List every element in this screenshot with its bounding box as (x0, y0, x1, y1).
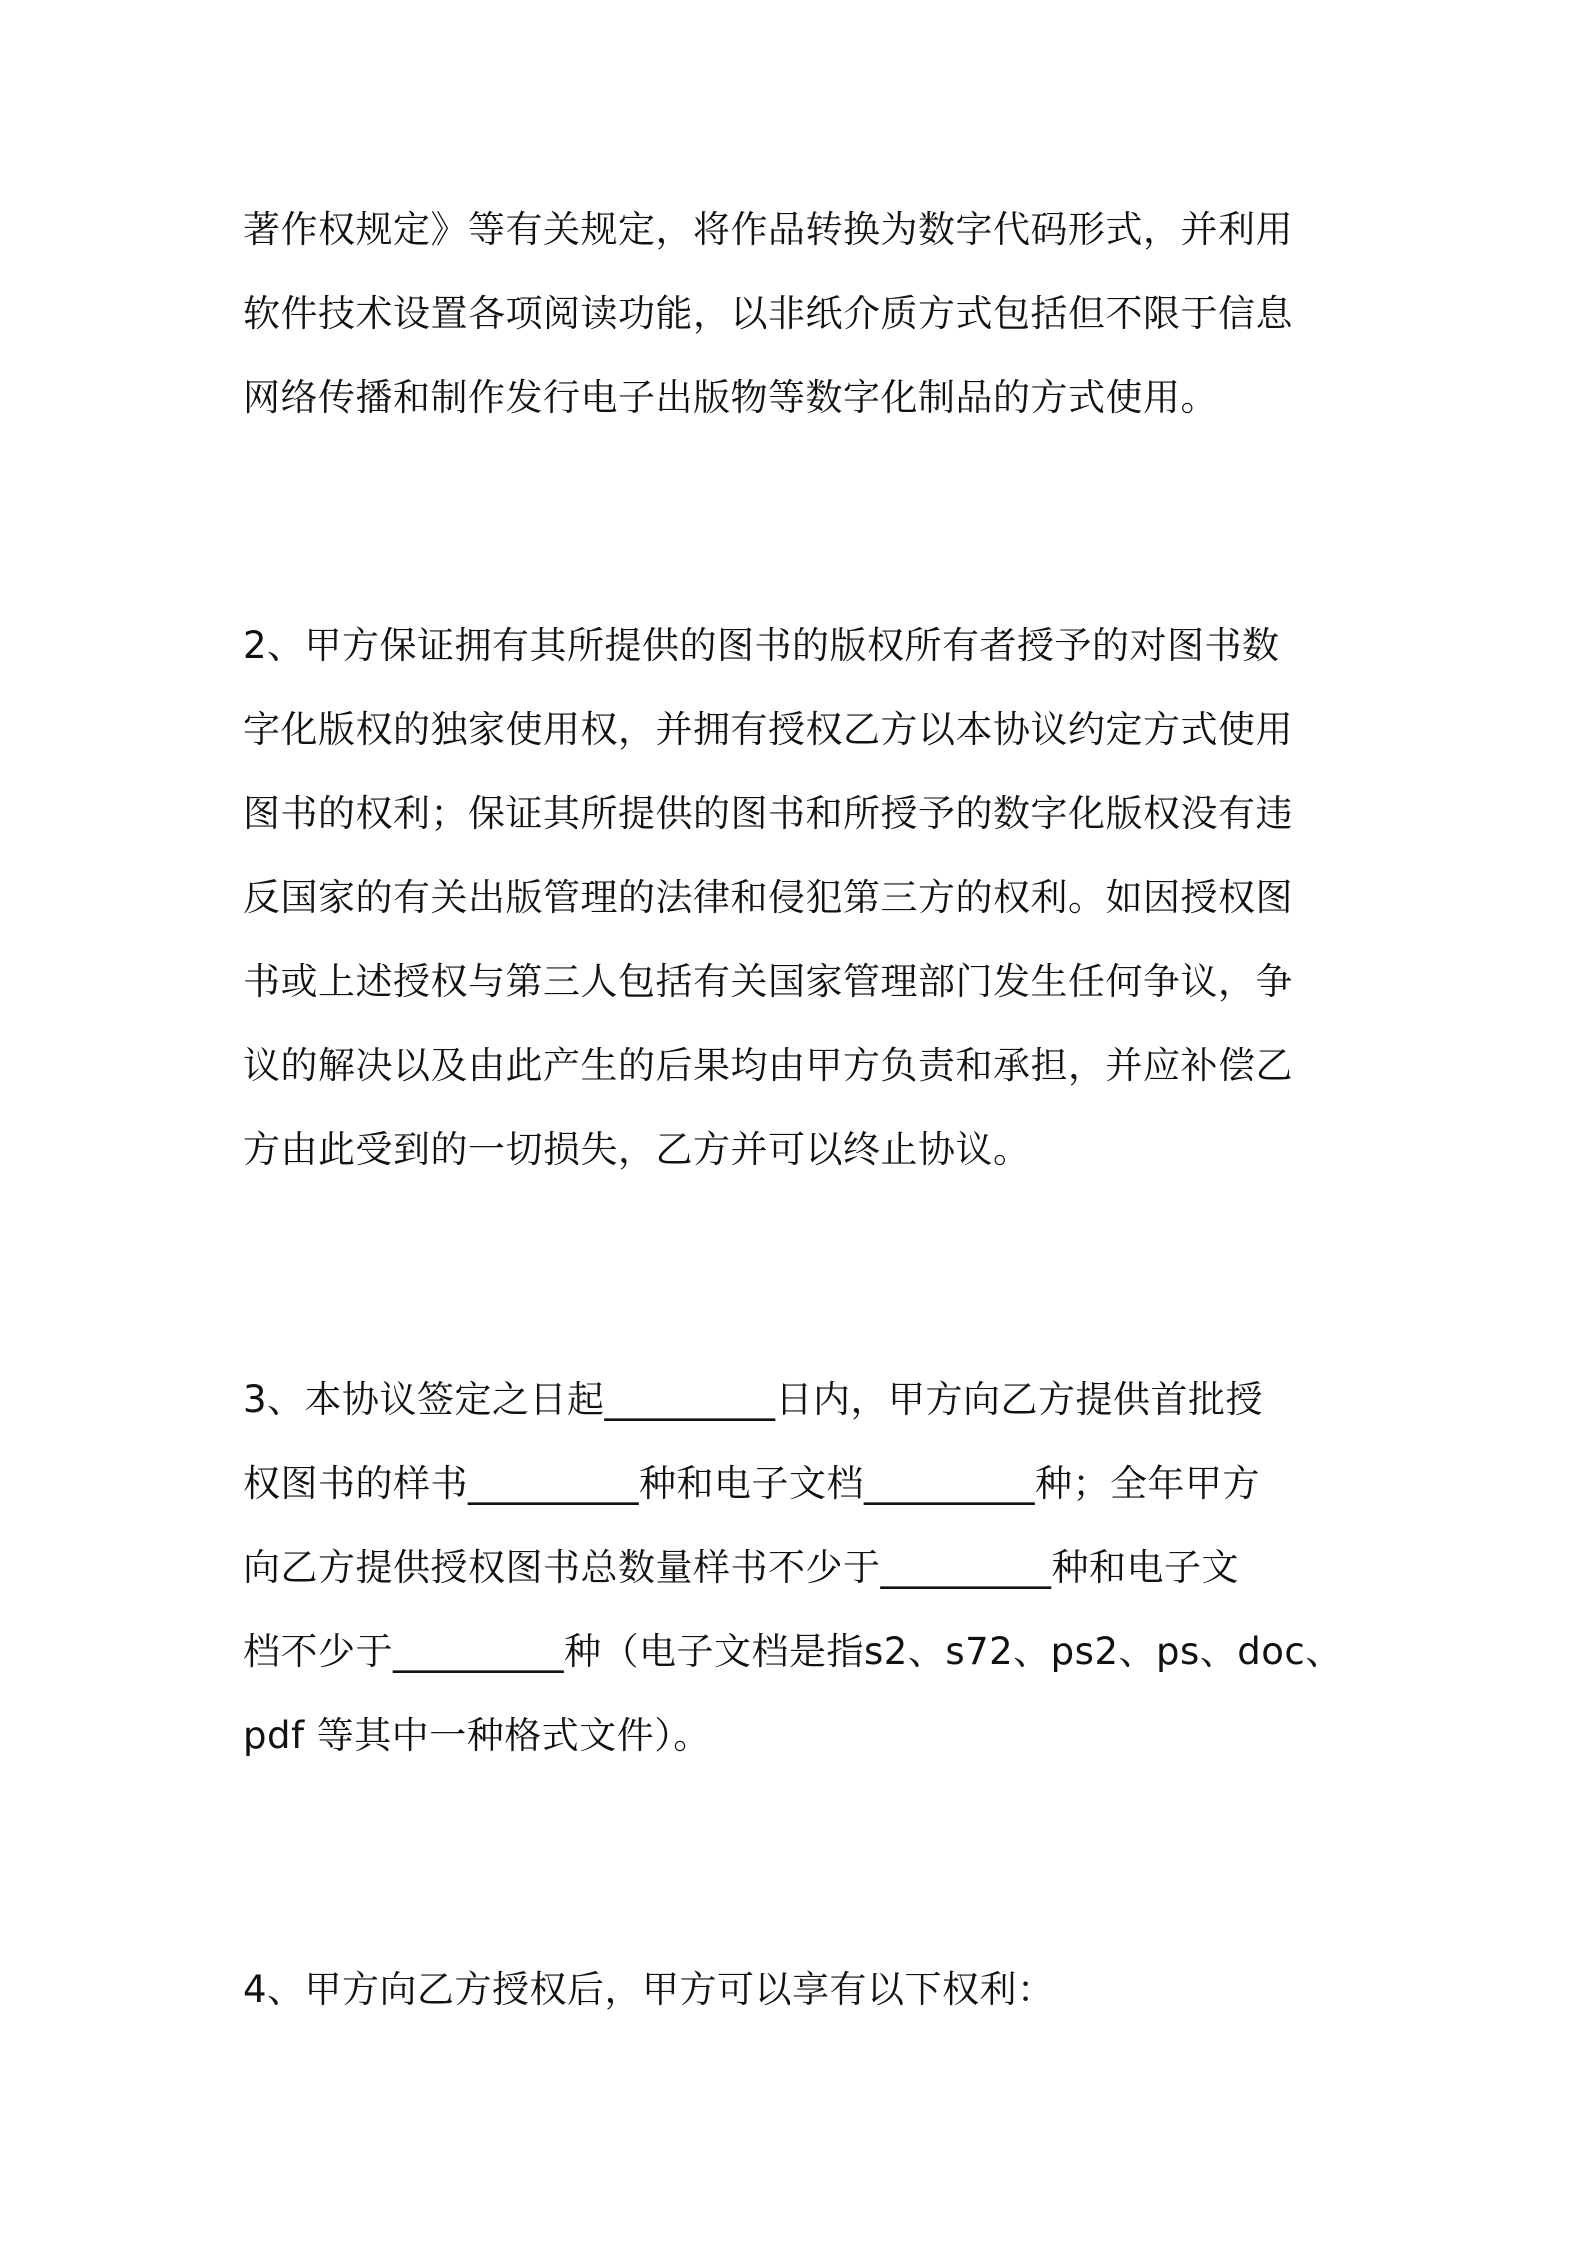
text-line: 字化版权的独家使用权，并拥有授权乙方以本协议约定方式使用 (243, 708, 1293, 751)
text-line: 权图书的样书_________种和电子文档_________种；全年甲方 (243, 1462, 1260, 1505)
text-line: 2、甲方保证拥有其所提供的图书的版权所有者授予的对图书数 (243, 624, 1280, 667)
paragraph-clause-4 (243, 1948, 1353, 2032)
text-line: 书或上述授权与第三人包括有关国家管理部门发生任何争议，争 (243, 960, 1293, 1003)
text-line: pdf 等其中一种格式文件）。 (243, 1714, 711, 1757)
text-line: 4、甲方向乙方授权后，甲方可以享有以下权利： (243, 1968, 1055, 2011)
text-line: 图书的权利；保证其所提供的图书和所授予的数字化版权没有违 (243, 792, 1293, 835)
text-line: 3、本协议签定之日起_________日内，甲方向乙方提供首批授 (243, 1378, 1264, 1421)
text-line: 网络传播和制作发行电子出版物等数字化制品的方式使用。 (243, 376, 1218, 419)
text-line: 反国家的有关出版管理的法律和侵犯第三方的权利。如因授权图 (243, 876, 1293, 919)
paragraph-copyright-usage (243, 188, 1353, 440)
text-line: 软件技术设置各项阅读功能，以非纸介质方式包括但不限于信息 (243, 292, 1293, 335)
text-line: 档不少于_________种（电子文档是指s2、s72、ps2、ps、doc、 (243, 1630, 1343, 1673)
text-line: 著作权规定》等有关规定，将作品转换为数字代码形式，并利用 (243, 208, 1293, 251)
text-line: 向乙方提供授权图书总数量样书不少于_________种和电子文 (243, 1546, 1239, 1589)
text-line: 议的解决以及由此产生的后果均由甲方负责和承担，并应补偿乙 (243, 1044, 1293, 1087)
paragraph-clause-2 (243, 604, 1353, 1192)
text-line: 方由此受到的一切损失，乙方并可以终止协议。 (243, 1128, 1031, 1171)
paragraph-clause-3 (243, 1358, 1353, 1778)
